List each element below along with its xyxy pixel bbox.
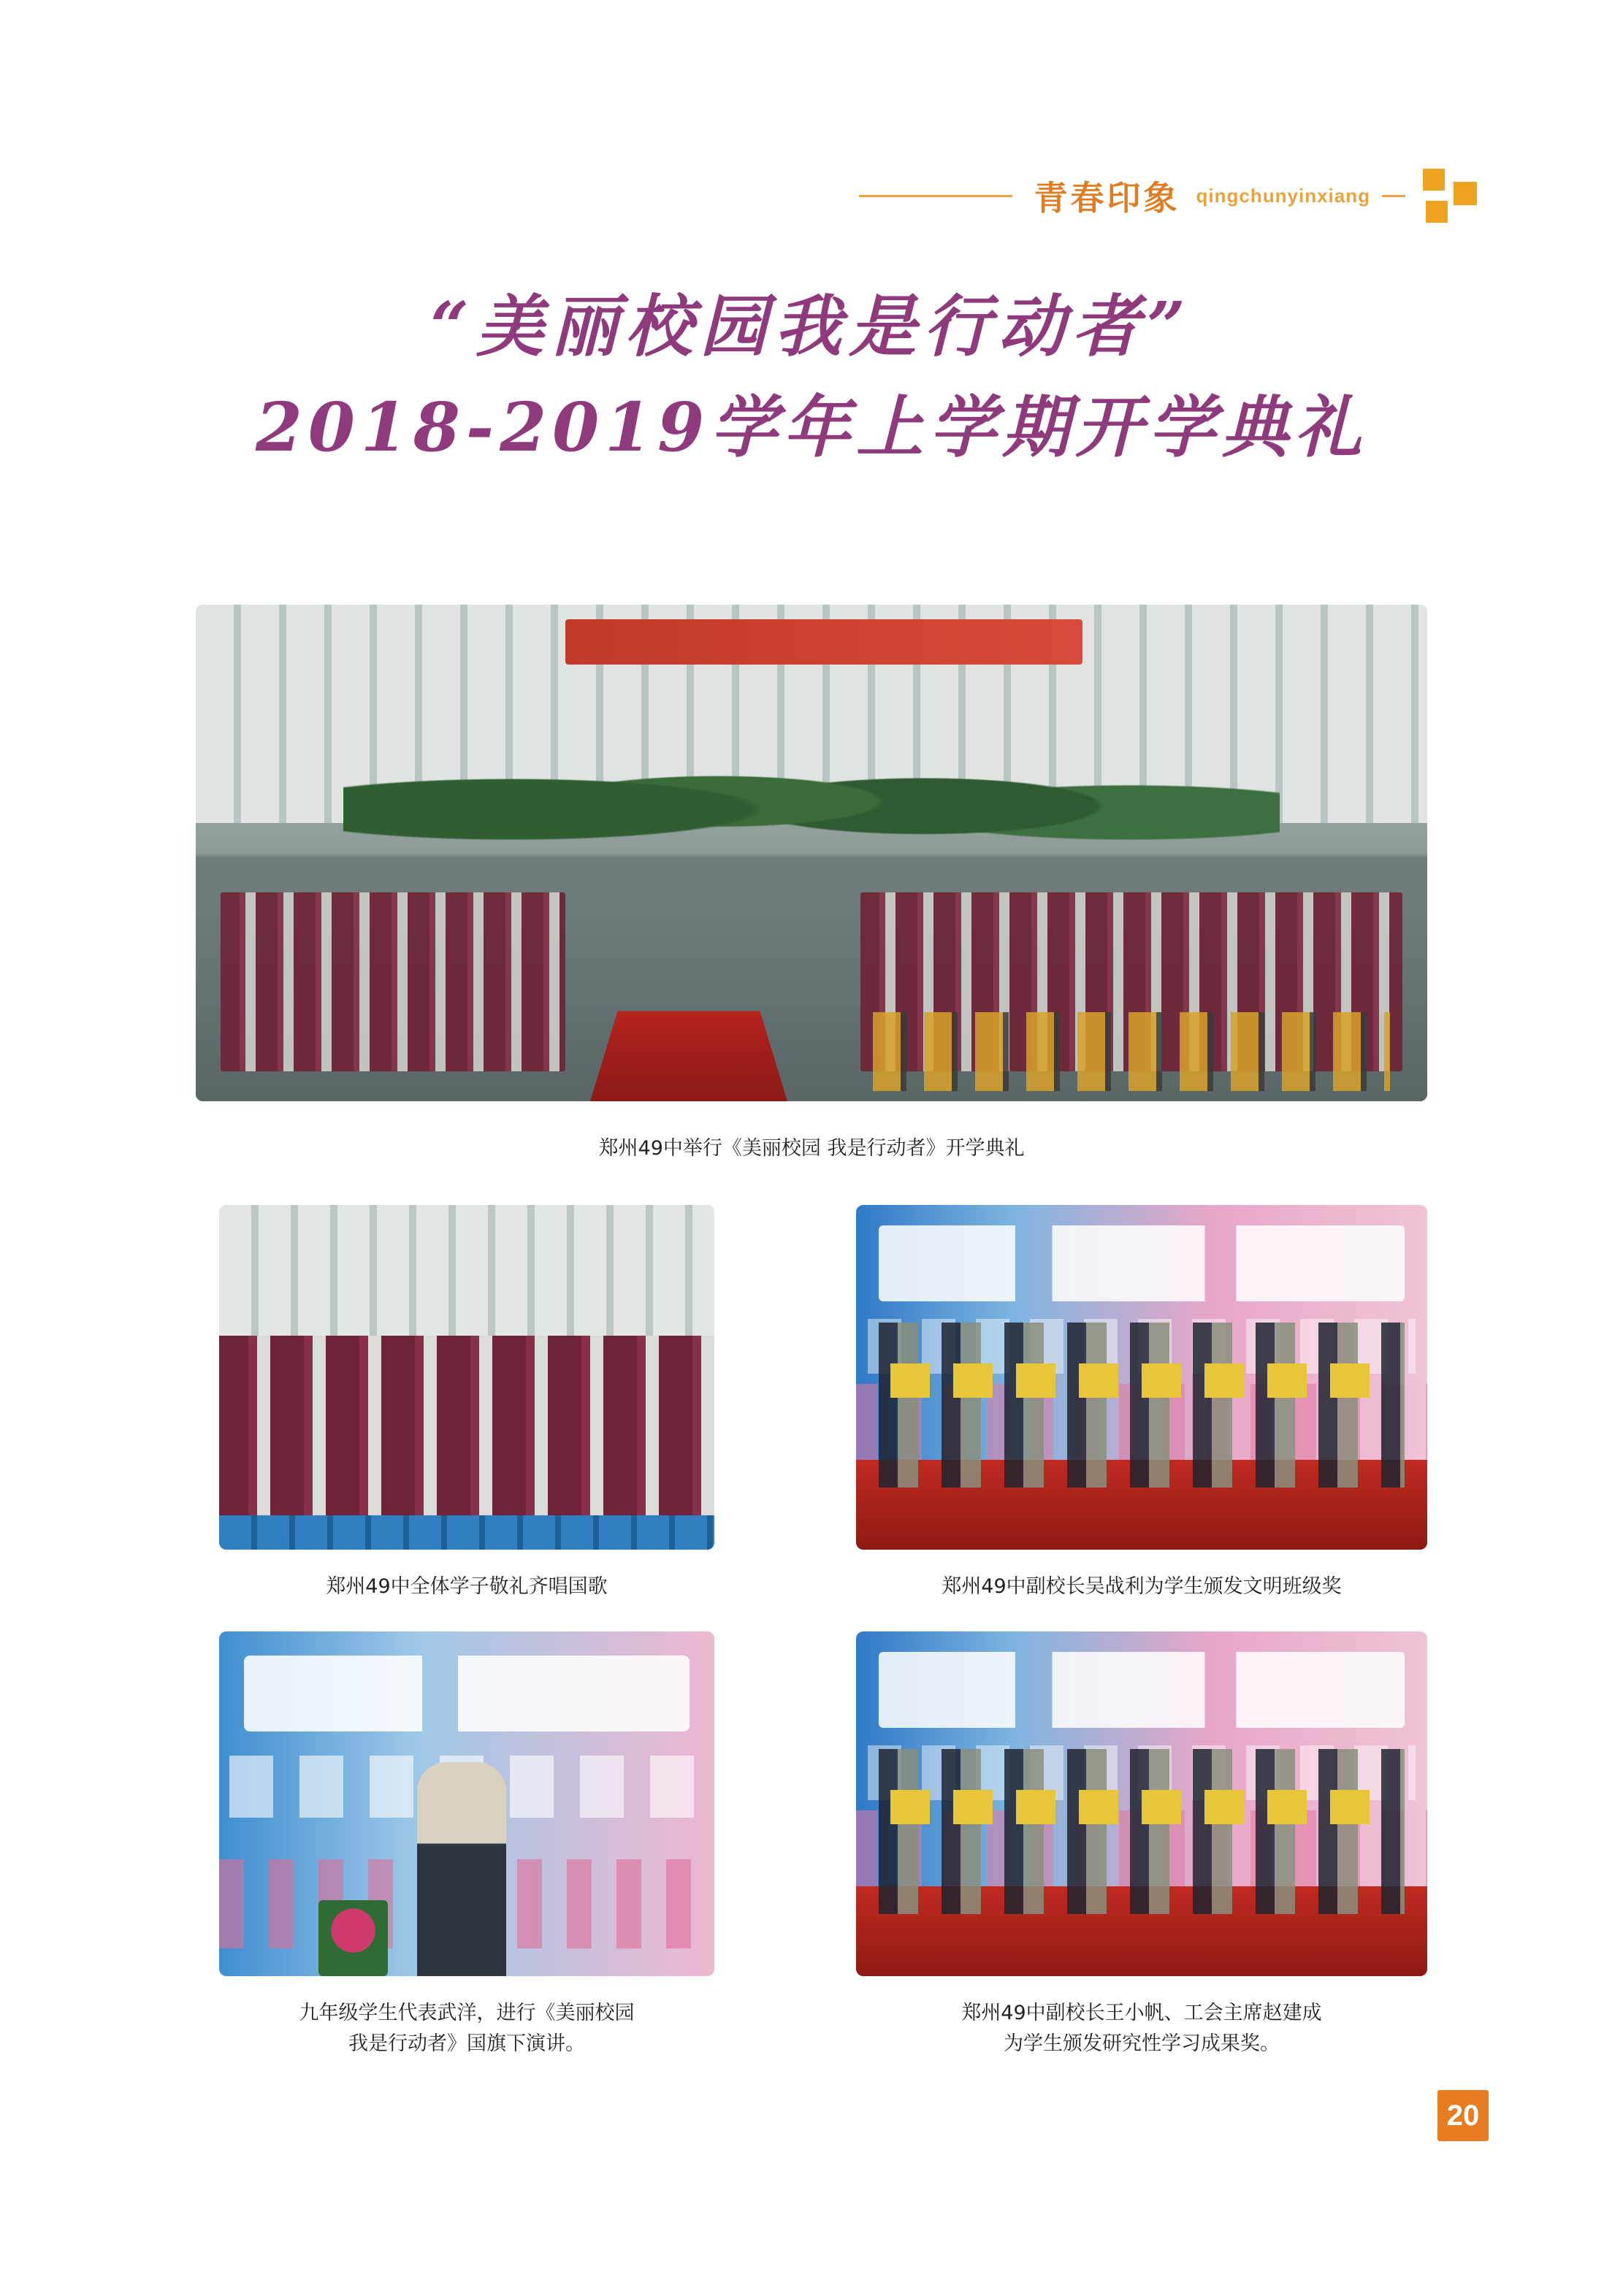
caption-research-award-line1: 郑州49中副校长王小帆、工会主席赵建成	[961, 2002, 1322, 2024]
section-title-pinyin: qingchunyinxiang	[1196, 184, 1370, 207]
caption-student-speech-line2: 我是行动者》国旗下演讲。	[348, 2032, 585, 2055]
caption-research-award	[856, 1998, 1427, 2059]
header-rule-right	[1382, 195, 1405, 197]
header-rule-left	[859, 195, 1012, 197]
page-number: 20	[1437, 2090, 1489, 2141]
photo-students-salute	[219, 1205, 714, 1550]
caption-student-speech-line1: 九年级学生代表武洋，进行《美丽校园	[299, 2002, 635, 2024]
squares-decoration-icon	[1423, 169, 1477, 223]
page-title-line1: “美丽校园我是行动者”	[430, 287, 1193, 366]
caption-student-speech	[205, 1998, 729, 2059]
photo-vice-principal-wu-award	[856, 1205, 1427, 1550]
caption-hero-assembly: 郑州49中举行《美丽校园 我是行动者》开学典礼	[598, 1137, 1025, 1160]
photo-hero-assembly	[196, 605, 1427, 1101]
section-title-cn: 青春印象	[1034, 178, 1180, 218]
photo-student-speech	[219, 1631, 714, 1976]
photo-research-award	[856, 1631, 1427, 1976]
caption-research-award-line2: 为学生颁发研究性学习成果奖。	[1004, 2032, 1280, 2055]
caption-vice-principal-wu-award: 郑州49中副校长吴战利为学生颁发文明班级奖	[942, 1575, 1342, 1598]
page-header	[859, 167, 1477, 225]
caption-students-salute: 郑州49中全体学子敬礼齐唱国歌	[326, 1575, 608, 1598]
page-title	[0, 285, 1623, 472]
page-title-line2: 2018-2019学年上学期开学典礼	[255, 388, 1368, 467]
